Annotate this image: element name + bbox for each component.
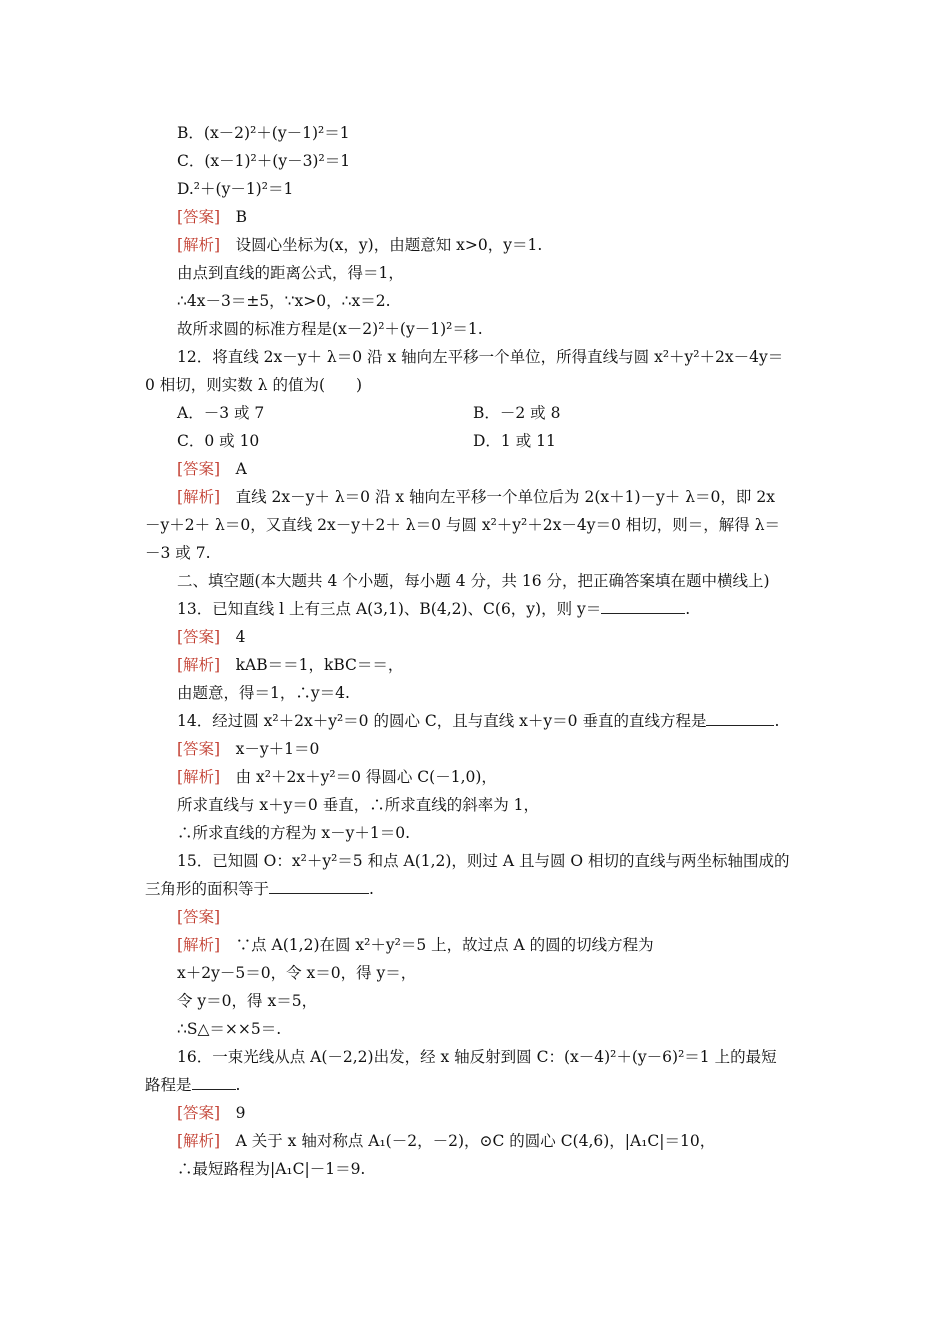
answer-tag: [答案] (177, 208, 221, 226)
analysis-text: A 关于 x 轴对称点 A₁(－2，－2)，⊙C 的圆心 C(4,6)，|A₁C|＝10， (235, 1132, 716, 1150)
analysis-tag: [解析] (177, 936, 221, 954)
analysis-11-line2: 由点到直线的距离公式，得＝1， (177, 264, 404, 282)
answer-15 (177, 907, 220, 927)
analysis-15-line4: ∴S△＝××5＝. (177, 1020, 282, 1038)
question-14 (177, 711, 779, 731)
analysis-14-line1 (177, 767, 497, 787)
answer-value: B (235, 208, 248, 226)
answer-blank (192, 1075, 236, 1090)
answer-12 (177, 459, 247, 479)
answer-14 (177, 739, 319, 759)
analysis-text: 直线 2x－y＋ λ＝0 沿 x 轴向左平移一个单位后为 2(x＋1)－y＋ λ＝0，即 2x (235, 488, 775, 506)
answer-value: 9 (235, 1104, 246, 1122)
period: . (774, 712, 780, 730)
answer-13 (177, 627, 246, 647)
answer-tag: [答案] (177, 740, 221, 758)
analysis-text: ∵点 A(1,2)在圆 x²＋y²＝5 上，故过点 A 的圆的切线方程为 (235, 936, 654, 954)
answer-value: A (235, 460, 247, 478)
option-d: D.²＋(y－1)²＝1 (177, 180, 294, 198)
analysis-15-line2: x＋2y－5＝0，令 x＝0，得 y＝， (177, 964, 417, 982)
analysis-tag: [解析] (177, 1132, 221, 1150)
period: . (685, 600, 691, 618)
analysis-16-line2: ∴最短路程为|A₁C|－1＝9. (177, 1160, 366, 1178)
question-13 (177, 599, 690, 619)
analysis-11-line4: 故所求圆的标准方程是(x－2)²＋(y－1)²＝1. (177, 320, 483, 338)
option-c: C．0 或 10 (177, 432, 260, 450)
answer-blank (706, 711, 774, 726)
question-12-line2: 0 相切，则实数 λ 的值为( ) (145, 376, 363, 394)
question-text: 三角形的面积等于 (145, 880, 270, 898)
answer-tag: [答案] (177, 1104, 221, 1122)
answer-tag: [答案] (177, 908, 221, 926)
analysis-12-line1 (177, 487, 775, 507)
analysis-13-line2: 由题意，得＝1，∴y＝4. (177, 684, 350, 702)
period: . (235, 1076, 241, 1094)
answer-tag: [答案] (177, 460, 221, 478)
analysis-16-line1 (177, 1131, 715, 1151)
analysis-13-line1 (177, 655, 403, 675)
question-text: 14．经过圆 x²＋2x＋y²＝0 的圆心 C，且与直线 x＋y＝0 垂直的直线方程是 (177, 712, 707, 730)
question-text: 13．已知直线 l 上有三点 A(3,1)、B(4,2)、C(6，y)，则 y＝ (177, 600, 602, 618)
option-c: C．(x－1)²＋(y－3)²＝1 (177, 152, 351, 170)
option-d: D．1 或 11 (473, 432, 556, 450)
answer-value: 4 (235, 628, 246, 646)
answer-blank (601, 599, 685, 614)
answer-value: x－y＋1＝0 (235, 740, 320, 758)
answer-11 (177, 207, 247, 227)
option-b: B．－2 或 8 (473, 404, 561, 422)
period: . (369, 880, 374, 898)
answer-16 (177, 1103, 246, 1123)
answer-tag: [答案] (177, 628, 221, 646)
question-text: 路程是 (145, 1076, 192, 1094)
question-15-line1: 15．已知圆 O：x²＋y²＝5 和点 A(1,2)，则过 A 且与圆 O 相切的直线与两坐标轴围成的 (177, 852, 790, 870)
analysis-text: kAB＝＝1，kBC＝＝， (235, 656, 404, 674)
answer-blank (269, 879, 369, 894)
analysis-12-line3: －3 或 7. (145, 544, 211, 562)
analysis-11-line3: ∴4x－3＝±5，∵x>0，∴x＝2. (177, 292, 391, 310)
option-b: B．(x－2)²＋(y－1)²＝1 (177, 124, 350, 142)
analysis-14-line3: ∴所求直线的方程为 x－y＋1＝0. (177, 824, 411, 842)
question-16-line2 (145, 1075, 240, 1095)
analysis-tag: [解析] (177, 236, 221, 254)
question-16-line1: 16．一束光线从点 A(－2,2)出发，经 x 轴反射到圆 C：(x－4)²＋(y－6)²＝1 上的最短 (177, 1048, 777, 1066)
analysis-14-line2: 所求直线与 x＋y＝0 垂直，∴所求直线的斜率为 1， (177, 796, 540, 814)
analysis-15-line3: 令 y＝0，得 x＝5， (177, 992, 318, 1010)
analysis-text: 由 x²＋2x＋y²＝0 得圆心 C(－1,0)， (235, 768, 497, 786)
analysis-tag: [解析] (177, 656, 221, 674)
analysis-tag: [解析] (177, 488, 221, 506)
analysis-12-line2: －y＋2＋ λ＝0，又直线 2x－y＋2＋ λ＝0 与圆 x²＋y²＋2x－4y＝0 相切，则＝，解得 λ＝ (145, 516, 781, 534)
section-heading: 二、填空题(本大题共 4 个小题，每小题 4 分，共 16 分，把正确答案填在题中横线上) (177, 572, 770, 590)
question-12-line1: 12．将直线 2x－y＋ λ＝0 沿 x 轴向左平移一个单位，所得直线与圆 x²＋y²＋2x－4y＝ (177, 348, 784, 366)
analysis-text: 设圆心坐标为(x，y)，由题意知 x>0，y＝1. (235, 236, 543, 254)
question-15-line2 (145, 879, 374, 899)
analysis-11-line1 (177, 235, 542, 255)
analysis-15-line1 (177, 935, 654, 955)
option-a: A．－3 或 7 (177, 404, 265, 422)
analysis-tag: [解析] (177, 768, 221, 786)
